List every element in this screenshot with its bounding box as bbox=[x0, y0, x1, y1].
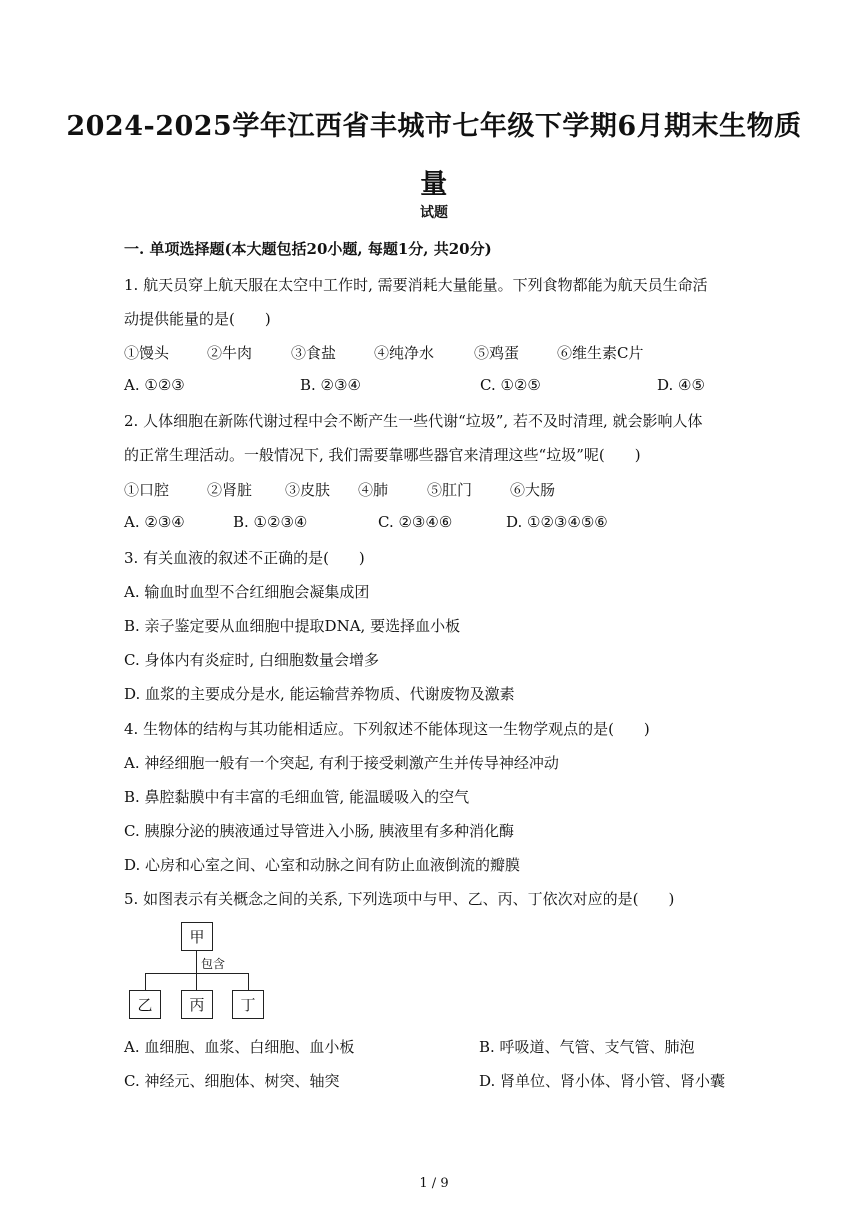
diagram-connector bbox=[196, 973, 197, 990]
q1-item: ⑥维生素C片 bbox=[557, 344, 644, 362]
page-subtitle: 试题 bbox=[420, 205, 448, 221]
diagram-connector bbox=[248, 973, 249, 990]
q2-item: ④肺 bbox=[358, 481, 389, 499]
q3-option-b: B. 亲子鉴定要从血细胞中提取DNA, 要选择血小板 bbox=[124, 617, 461, 635]
diagram-connector bbox=[196, 951, 197, 973]
q1-stem-line2: 动提供能量的是( ) bbox=[124, 310, 271, 328]
concept-diagram bbox=[124, 918, 274, 1026]
q1-option-b: B. ②③④ bbox=[300, 376, 361, 394]
diagram-relation-label: 包含 bbox=[201, 957, 226, 971]
q5-option-a: A. 血细胞、血浆、白细胞、血小板 bbox=[124, 1038, 355, 1056]
q2-stem-line2: 的正常生理活动。一般情况下, 我们需要靠哪些器官来清理这些“垃圾”呢( ) bbox=[124, 446, 641, 464]
q2-option-a: A. ②③④ bbox=[124, 513, 185, 531]
q4-stem: 4. 生物体的结构与其功能相适应。下列叙述不能体现这一生物学观点的是( ) bbox=[124, 720, 650, 738]
q2-item: ⑥大肠 bbox=[510, 481, 556, 499]
q1-stem-line1: 1. 航天员穿上航天服在太空中工作时, 需要消耗大量能量。下列食物都能为航天员生命活 bbox=[124, 276, 708, 294]
page-number: 1 / 9 bbox=[419, 1176, 449, 1191]
q2-item: ⑤肛门 bbox=[427, 481, 473, 499]
q3-stem: 3. 有关血液的叙述不正确的是( ) bbox=[124, 549, 365, 567]
q1-item: ①馒头 bbox=[124, 344, 170, 362]
q2-option-c: C. ②③④⑥ bbox=[378, 513, 453, 531]
q2-item: ①口腔 bbox=[124, 481, 170, 499]
section-heading: 一. 单项选择题(本大题包括20小题, 每题1分, 共20分) bbox=[124, 240, 492, 258]
q4-option-b: B. 鼻腔黏膜中有丰富的毛细血管, 能温暖吸入的空气 bbox=[124, 788, 470, 806]
q5-option-c: C. 神经元、细胞体、树突、轴突 bbox=[124, 1072, 340, 1090]
q5-option-b: B. 呼吸道、气管、支气管、肺泡 bbox=[479, 1038, 695, 1056]
page-title: 2024-2025学年江西省丰城市七年级下学期6月期末生物质量 bbox=[66, 111, 802, 200]
q2-option-d: D. ①②③④⑤⑥ bbox=[506, 513, 608, 531]
q2-item: ②肾脏 bbox=[207, 481, 253, 499]
diagram-box-top: 甲 bbox=[181, 922, 213, 951]
q3-option-c: C. 身体内有炎症时, 白细胞数量会增多 bbox=[124, 651, 380, 669]
q4-option-a: A. 神经细胞一般有一个突起, 有利于接受刺激产生并传导神经冲动 bbox=[124, 754, 559, 772]
q1-item: ②牛肉 bbox=[207, 344, 253, 362]
q2-item: ③皮肤 bbox=[285, 481, 331, 499]
q1-option-c: C. ①②⑤ bbox=[480, 376, 541, 394]
q3-option-a: A. 输血时血型不合红细胞会凝集成团 bbox=[124, 583, 370, 601]
q1-item: ③食盐 bbox=[291, 344, 337, 362]
diagram-box-child: 丙 bbox=[181, 990, 213, 1019]
q2-stem-line1: 2. 人体细胞在新陈代谢过程中会不断产生一些代谢“垃圾”, 若不及时清理, 就会影响人体 bbox=[124, 412, 703, 430]
q1-option-d: D. ④⑤ bbox=[657, 376, 705, 394]
diagram-connector bbox=[145, 973, 249, 974]
q1-item: ④纯净水 bbox=[374, 344, 435, 362]
q2-option-b: B. ①②③④ bbox=[233, 513, 308, 531]
q4-option-d: D. 心房和心室之间、心室和动脉之间有防止血液倒流的瓣膜 bbox=[124, 856, 521, 874]
diagram-box-child: 乙 bbox=[129, 990, 161, 1019]
q1-item: ⑤鸡蛋 bbox=[474, 344, 520, 362]
q3-option-d: D. 血浆的主要成分是水, 能运输营养物质、代谢废物及激素 bbox=[124, 685, 515, 703]
q5-stem: 5. 如图表示有关概念之间的关系, 下列选项中与甲、乙、丙、丁依次对应的是( ) bbox=[124, 890, 675, 908]
q5-option-d: D. 肾单位、肾小体、肾小管、肾小囊 bbox=[479, 1072, 726, 1090]
q4-option-c: C. 胰腺分泌的胰液通过导管进入小肠, 胰液里有多种消化酶 bbox=[124, 822, 515, 840]
q1-option-a: A. ①②③ bbox=[124, 376, 185, 394]
diagram-box-child: 丁 bbox=[232, 990, 264, 1019]
diagram-connector bbox=[145, 973, 146, 990]
